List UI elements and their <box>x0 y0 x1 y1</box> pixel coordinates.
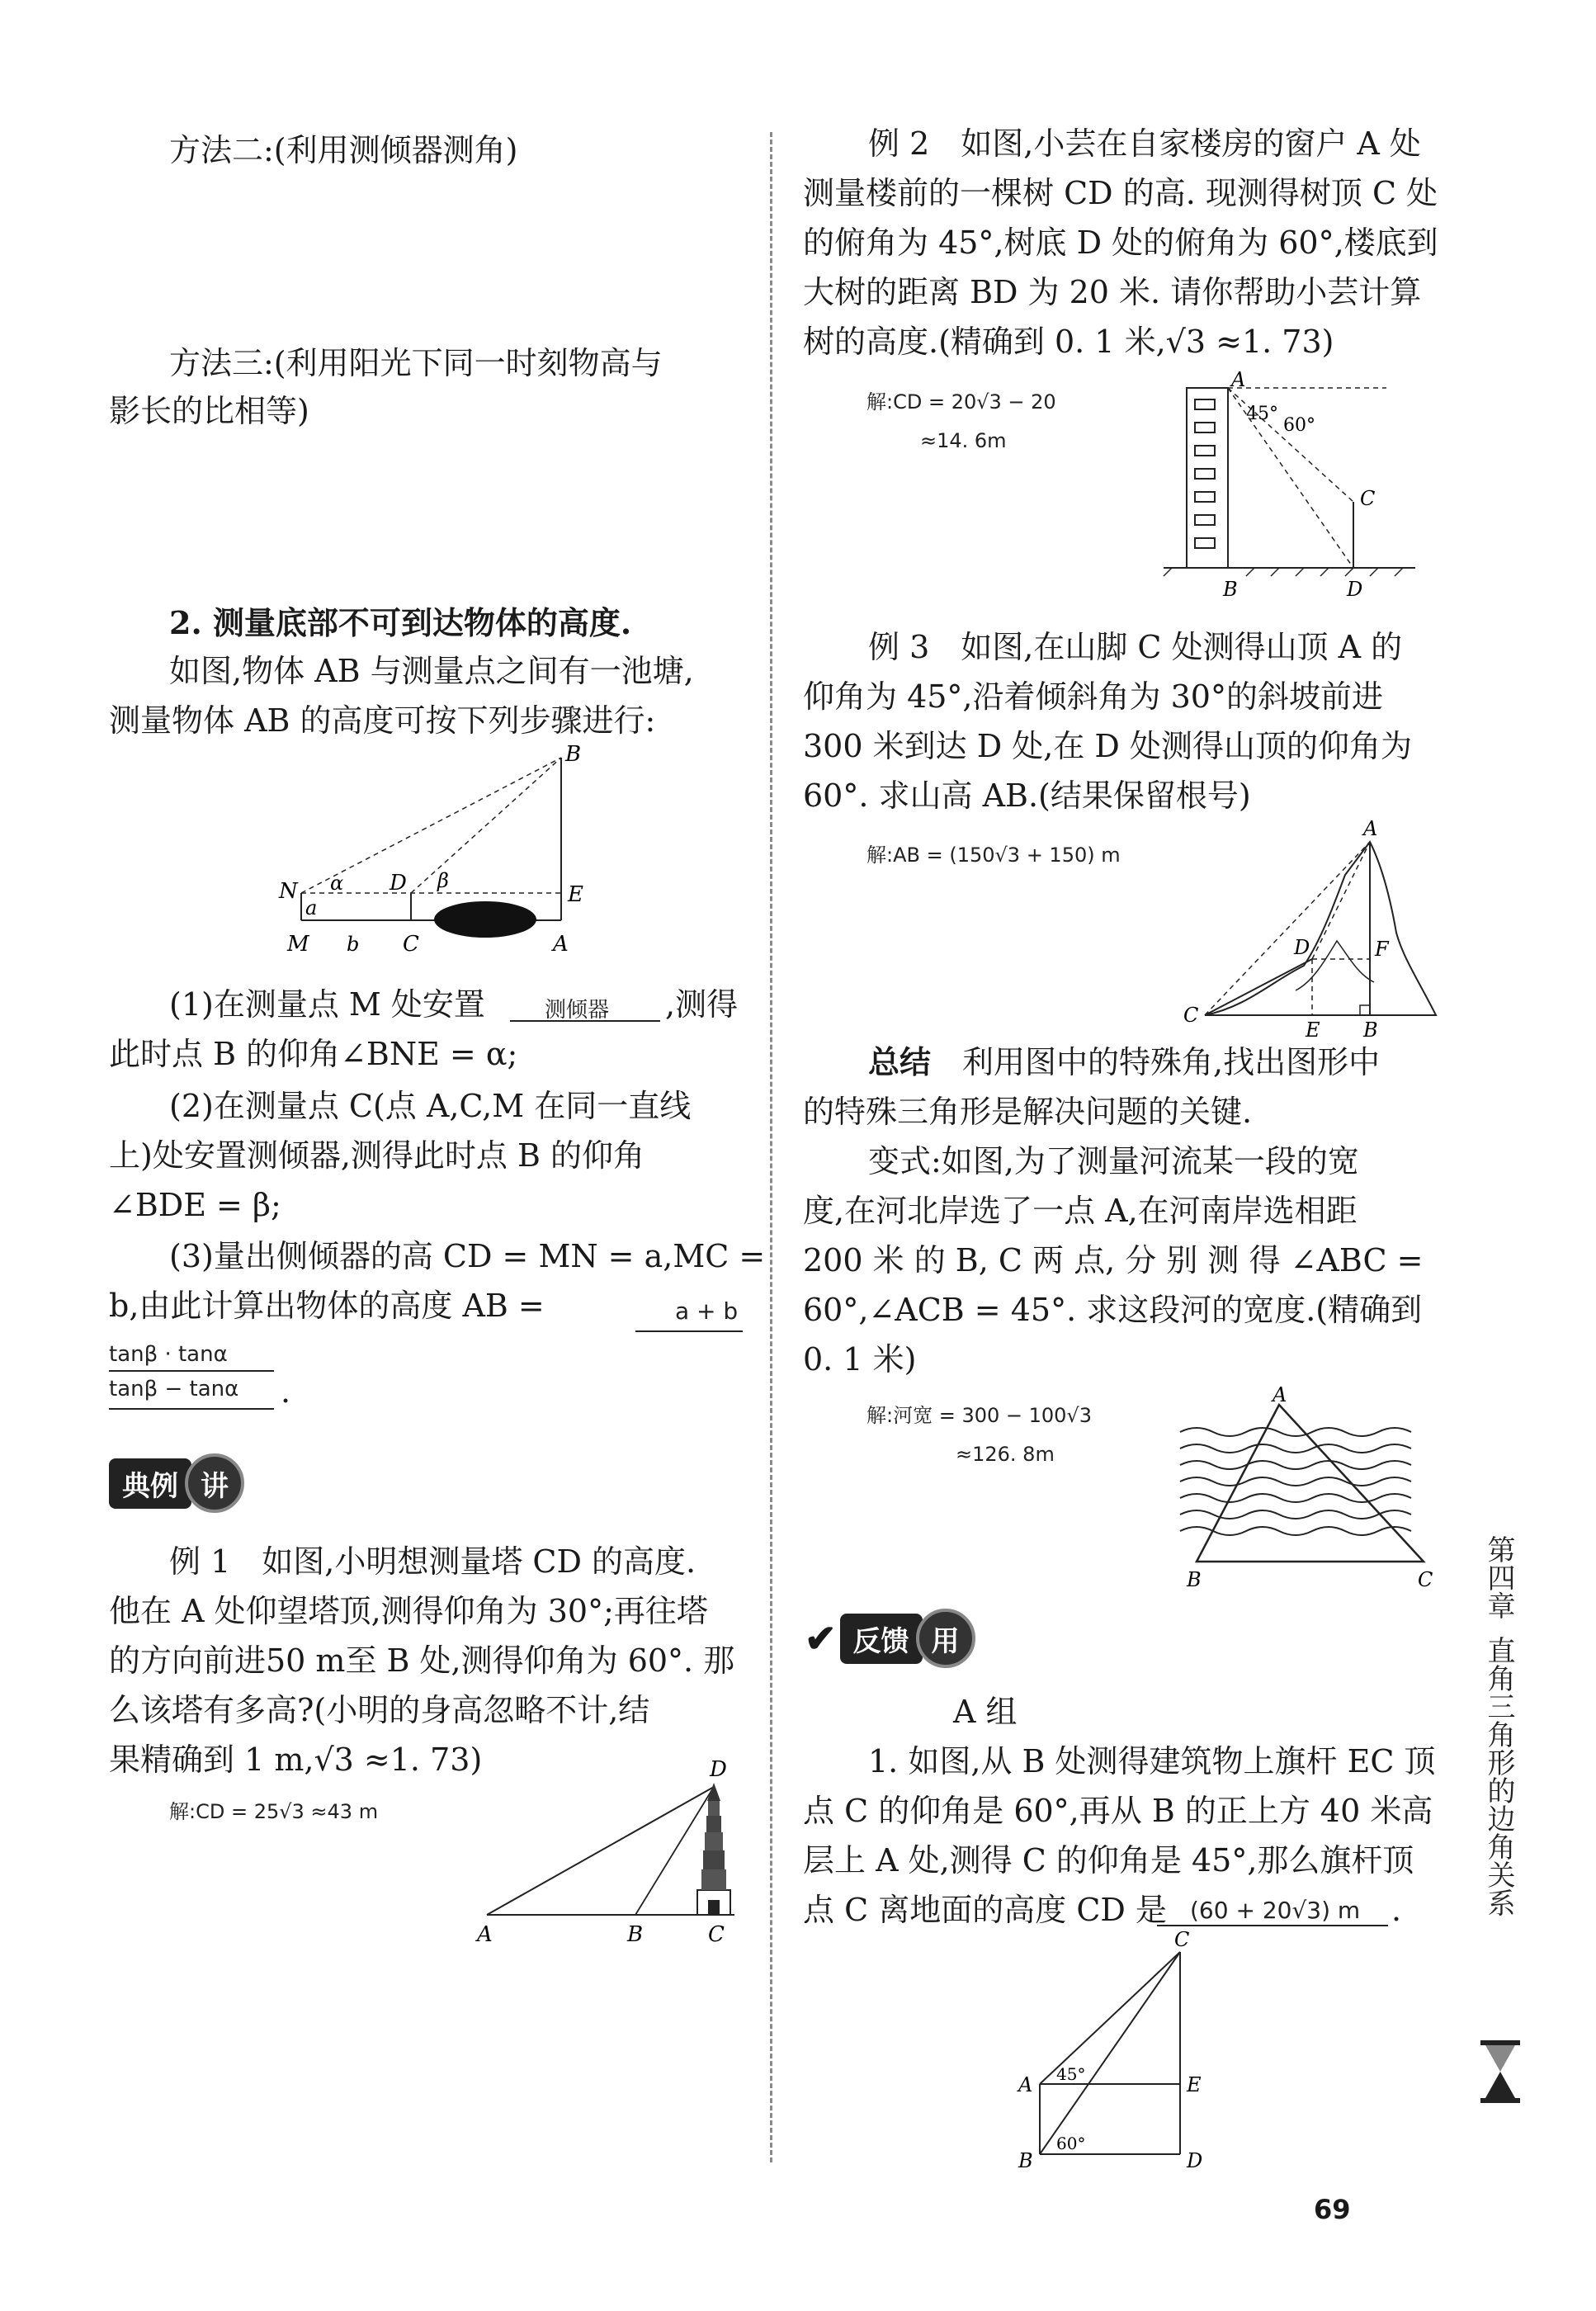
step3-line1: (3)量出侧倾器的高 CD = MN = a,MC = <box>169 1238 766 1274</box>
figure-mountain <box>1180 817 1452 1040</box>
badge-examples-text: 典例 <box>109 1458 191 1509</box>
example1-line5: 果精确到 1 m,√3 ≈1. 73) <box>109 1742 483 1778</box>
badge-examples <box>109 1454 244 1512</box>
example3-line3: 300 米到达 D 处,在 D 处测得山顶的仰角为 <box>803 728 1412 764</box>
summary-label: 总结 <box>868 1044 932 1080</box>
label-N: N <box>279 879 298 904</box>
method2-text: 方法二:(利用测倾器测角) <box>169 132 518 168</box>
example3-solution: 解:AB = (150√3 + 150) m <box>866 844 1121 867</box>
example1-line4: 么该塔有多高?(小明的身高忽略不计,结 <box>109 1692 650 1728</box>
check-icon: ✔ <box>805 1616 837 1661</box>
page-number: 69 <box>1314 2194 1351 2225</box>
question1-line4b: . <box>1391 1892 1402 1928</box>
figure-tower <box>462 1750 743 1948</box>
label-alpha: α <box>330 872 344 895</box>
chapter-sidebar <box>1474 1535 1523 1916</box>
label-angle60: 60° <box>1056 2134 1086 2153</box>
label-b: b <box>347 933 360 956</box>
question1-answer: (60 + 20√3) m <box>1190 1897 1361 1924</box>
question1-blank <box>1157 1925 1388 1926</box>
variant-solution-2: ≈126. 8m <box>956 1443 1055 1466</box>
chapter-title: 直角三角形的边角关系 <box>1482 1636 1515 1916</box>
step3-end: . <box>281 1373 291 1410</box>
label-E: E <box>568 882 583 907</box>
label-angle60: 60° <box>1283 415 1315 436</box>
label-C: C <box>403 932 419 957</box>
figure-pond <box>264 743 611 974</box>
question1-line4a: 点 C 离地面的高度 CD 是 <box>803 1892 1167 1928</box>
example2-line2: 测量楼前的一棵树 CD 的高. 现测得树顶 C 处 <box>803 175 1438 211</box>
chapter-number: 第四章 <box>1482 1535 1515 1619</box>
label-A: A <box>553 932 569 957</box>
label-B: B <box>1223 578 1238 601</box>
step1-answer: 测倾器 <box>545 998 610 1023</box>
label-C: C <box>1183 1004 1199 1027</box>
label-F: F <box>1375 938 1389 961</box>
label-A: A <box>1273 1387 1287 1406</box>
step3-blank-2 <box>109 1408 274 1410</box>
example1-line1: 例 1 如图,小明想测量塔 CD 的高度. <box>169 1543 696 1580</box>
river-waves <box>1180 1428 1411 1535</box>
label-A: A <box>1018 2073 1033 2096</box>
example2-solution-2: ≈14. 6m <box>920 429 1007 452</box>
example2-line5: 树的高度.(精确到 0. 1 米,√3 ≈1. 73) <box>803 324 1334 360</box>
example1-line2: 他在 A 处仰望塔顶,测得仰角为 30°;再往塔 <box>109 1593 708 1629</box>
label-D: D <box>1347 578 1363 601</box>
question1-line2: 点 C 的仰角是 60°,再从 B 的正上方 40 米高 <box>803 1793 1433 1829</box>
label-beta: β <box>437 869 449 892</box>
figure-river <box>1172 1387 1444 1593</box>
fraction-bar <box>109 1370 274 1372</box>
step3-line2: b,由此计算出物体的高度 AB = <box>109 1288 545 1324</box>
pagoda-icon <box>697 1783 730 1915</box>
step3-answer-denominator: tanβ − tanα <box>109 1377 239 1401</box>
label-angle45: 45° <box>1056 2064 1086 2084</box>
question1-line3: 层上 A 处,测得 C 的仰角是 45°,那么旗杆顶 <box>803 1842 1414 1879</box>
variant-line5: 0. 1 米) <box>803 1341 917 1378</box>
label-D: D <box>1294 936 1310 959</box>
step3-blank-1 <box>635 1330 743 1332</box>
example1-solution: 解:CD = 25√3 ≈43 m <box>169 1800 379 1823</box>
label-C: C <box>1418 1568 1433 1591</box>
step1-text-a: (1)在测量点 M 处安置 <box>169 986 485 1023</box>
example1-line3: 的方向前进50 m至 B 处,测得仰角为 60°. 那 <box>109 1642 735 1679</box>
label-D: D <box>390 871 407 896</box>
badge-feedback-circle: 用 <box>916 1609 975 1668</box>
step2-line1: (2)在测量点 C(点 A,C,M 在同一直线 <box>169 1088 692 1124</box>
label-D: D <box>710 1757 727 1782</box>
example3-line1: 例 3 如图,在山脚 C 处测得山顶 A 的 <box>868 629 1403 665</box>
step1-text-b: ,测得 <box>665 986 739 1023</box>
method3-line1: 方法三:(利用阳光下同一时刻物高与 <box>169 345 663 381</box>
label-B: B <box>1187 1568 1202 1591</box>
step1-line2: 此时点 B 的仰角∠BNE = α; <box>109 1036 518 1072</box>
label-A: A <box>1231 371 1246 391</box>
hourglass-icon <box>1477 2039 1523 2105</box>
variant-line1: 变式:如图,为了测量河流某一段的宽 <box>868 1143 1359 1179</box>
label-B: B <box>627 1922 644 1947</box>
summary-line2: 的特殊三角形是解决问题的关键. <box>803 1094 1253 1130</box>
label-angle45: 45° <box>1246 404 1278 424</box>
label-E: E <box>1306 1018 1320 1040</box>
label-a: a <box>305 896 318 919</box>
label-B: B <box>1018 2149 1033 2172</box>
label-B: B <box>1363 1018 1378 1040</box>
step2-line3: ∠BDE = β; <box>109 1187 281 1223</box>
variant-line4: 60°,∠ACB = 45°. 求这段河的宽度.(精确到 <box>803 1292 1423 1328</box>
summary-text: 利用图中的特殊角,找出图形中 <box>931 1044 1381 1080</box>
section2-line2: 测量物体 AB 的高度可按下列步骤进行: <box>109 702 656 739</box>
label-C: C <box>1360 487 1376 510</box>
label-E: E <box>1187 2073 1202 2096</box>
column-divider <box>770 132 772 2162</box>
label-C: C <box>1174 1931 1190 1951</box>
group-a-title: A 组 <box>953 1694 1018 1730</box>
example2-line1: 例 2 如图,小芸在自家楼房的窗户 A 处 <box>868 125 1421 162</box>
label-M: M <box>287 932 309 957</box>
example3-line4: 60°. 求山高 AB.(结果保留根号) <box>803 777 1251 814</box>
example2-line3: 的俯角为 45°,树底 D 处的俯角为 60°,楼底到 <box>803 224 1438 261</box>
badge-feedback-text: 反馈 <box>840 1614 923 1664</box>
example2-solution-1: 解:CD = 20√3 − 20 <box>866 390 1056 414</box>
variant-line3: 200 米 的 B, C 两 点, 分 别 测 得 ∠ABC = <box>803 1242 1424 1278</box>
section2-line1: 如图,物体 AB 与测量点之间有一池塘, <box>169 653 694 689</box>
summary-line1 <box>868 1044 1380 1080</box>
step3-answer-numerator-1: a + b <box>675 1297 739 1325</box>
label-C: C <box>708 1922 725 1947</box>
example3-line2: 仰角为 45°,沿着倾斜角为 30°的斜坡前进 <box>803 678 1383 715</box>
question1-line1: 1. 如图,从 B 处测得建筑物上旗杆 EC 顶 <box>868 1743 1436 1779</box>
badge-feedback <box>805 1609 975 1667</box>
method3-line2: 影长的比相等) <box>109 393 309 429</box>
label-A: A <box>1363 817 1378 840</box>
badge-examples-circle: 讲 <box>185 1453 244 1513</box>
pond-shape <box>434 901 536 938</box>
example2-line4: 大树的距离 BD 为 20 米. 请你帮助小芸计算 <box>803 274 1422 310</box>
step2-line2: 上)处安置测倾器,测得此时点 B 的仰角 <box>109 1137 645 1174</box>
label-A: A <box>477 1922 493 1947</box>
section2-title: 2. 测量底部不可到达物体的高度. <box>169 604 632 641</box>
step3-answer-numerator-2: tanβ · tanα <box>109 1342 228 1367</box>
variant-line2: 度,在河北岸选了一点 A,在河南岸选相距 <box>803 1193 1358 1229</box>
mountain-shape <box>1205 842 1436 1015</box>
label-B: B <box>565 743 582 767</box>
figure-building <box>1155 371 1428 611</box>
variant-solution-1: 解:河宽 = 300 − 100√3 <box>866 1404 1092 1427</box>
figure-flagpole <box>1015 1931 1230 2179</box>
label-D: D <box>1187 2149 1203 2172</box>
